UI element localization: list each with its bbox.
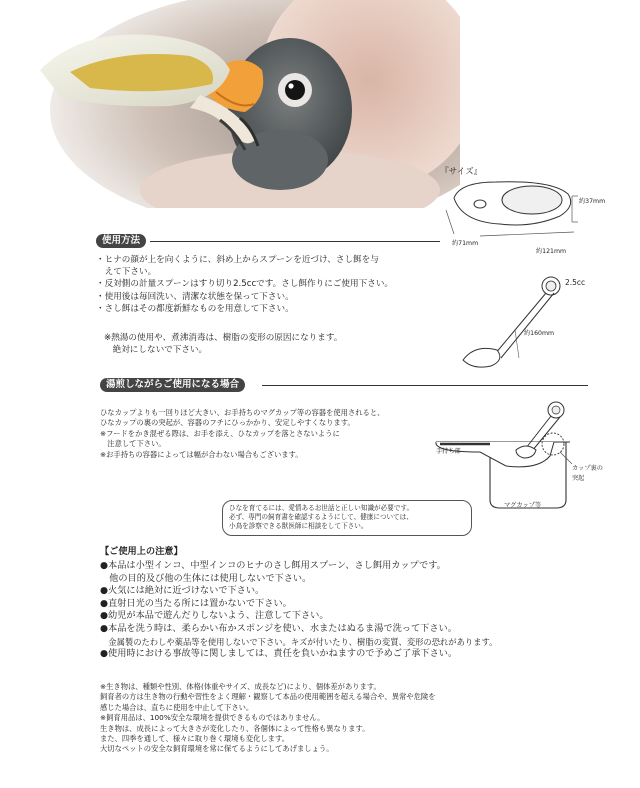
caution-item: ●本品は小型インコ、中型インコのヒナのさし餌用スプーン、さし餌用カップです。 (100, 560, 446, 571)
caution-item: ●火気には絶対に近づけないで下さい。 (100, 585, 265, 597)
caution-item: 金属製のたわしや薬品等を使用しないで下さい。キズが付いたり、樹脂の変質、変形の恐れがあります。 (100, 636, 498, 647)
protrusion-label (572, 464, 603, 484)
footnote-line: ※生き物は、種類や性別、体格(体重やサイズ、成長など)により、個体差があります。 (100, 682, 381, 691)
measuring-spoon-diagram (455, 272, 605, 372)
caution-item: ●幼児が本品で遊んだりしないよう、注意して下さい。 (100, 610, 329, 622)
heating-section-rule (262, 385, 588, 386)
mug-label: マグカップ等 (504, 502, 542, 509)
caution-item: 他の目的及び他の生体には使用しないで下さい。 (100, 572, 312, 584)
protrusion-label-line: カップ裏の (572, 465, 603, 472)
usage-warning-line: ※熱湯の使用や、煮沸消毒は、樹脂の変形の原因になります。 (104, 333, 343, 343)
heating-line: 注意して下さい。 (100, 439, 166, 449)
protrusion-label-line: 突起 (572, 475, 585, 482)
caution-item: ●直射日光の当たる所には置かないで下さい。 (100, 597, 292, 609)
cautions-title: 【ご使用上の注意】 (100, 546, 183, 557)
spoon-capacity-label: 2.5cc (565, 278, 586, 287)
footnote-line: ※飼育用品は、100%安全な環境を提供できるものではありません。 (100, 713, 325, 723)
usage-section-title: 使用方法 (96, 234, 146, 248)
parrot-chick-illustration (40, 0, 460, 208)
usage-instructions (96, 254, 393, 315)
caution-item: ●本品を洗う時は、柔らかい布かスポンジを使い、水またはぬるま湯で洗って下さい。 (100, 622, 457, 634)
care-advice-line: 必ず、専門の飼育書を確認するようにして、健康については、 (229, 513, 413, 522)
caution-item: ●使用時における事故等に関しましては、責任を負いかねますので予めご了承下さい。 (100, 648, 458, 660)
footnote-line: 大切なペットの安全な飼育環境を常に保てるようにしてあげましょう。 (100, 744, 334, 754)
footnote-line: 感じた場合は、直ちに使用を中止して下さい。 (100, 702, 254, 712)
care-advice-box (222, 500, 472, 536)
heating-line: ※お手持ちの容器によっては幅が合わない場合もございます。 (100, 449, 303, 459)
mug-heating-diagram (430, 396, 610, 516)
footnote-line: 飼育者の方は生き物の行動や習性をよく理解・観察して本品の使用範囲を超える場合や、異常や危険を (100, 692, 436, 702)
hero-photo-parrot-feeding (40, 0, 460, 208)
care-advice-line: 小鳥を診察できる獣医師に相談をして下さい。 (229, 522, 368, 531)
usage-section-rule (150, 241, 440, 242)
cup-height-label: 約37mm (579, 198, 606, 205)
size-section-title: 『サイズ』 (440, 167, 483, 177)
heating-instructions (100, 408, 384, 460)
usage-line: えて下さい。 (96, 267, 157, 278)
footnote-line: 生き物は、成長によって大きさが変化したり、各個体によって性格も異なります。 (100, 723, 370, 733)
cup-length-label: 約121mm (536, 248, 567, 255)
heating-line: ひなカップよりも一回りほど大きい、お手持ちのマグカップ等の容器を使用されると、 (100, 408, 385, 417)
usage-line: ・反対側の計量スプーンはすり切り2.5ccです。さし餌作りにご使用下さい。 (96, 279, 394, 290)
cup-width-label: 約71mm (452, 240, 479, 247)
cautions-list (100, 560, 497, 661)
spoon-length-label: 約160mm (524, 330, 555, 337)
heating-section-title: 湯煎しながらご使用になる場合 (100, 378, 245, 392)
usage-warning-line: 絶対にしないで下さい。 (104, 345, 208, 356)
usage-line: ・さし餌はその都度新鮮なものを用意して下さい。 (96, 303, 294, 314)
heating-line: ひなカップの裏の突起が、容器のフチにひっかかり、安定しやすくなります。 (100, 418, 355, 428)
footnote-line: また、四季を通して、様々に取り巻く環境も変化します。 (100, 734, 289, 744)
usage-warning (104, 332, 342, 356)
footnotes (100, 682, 436, 755)
handle-label: 手持ち部 (436, 448, 461, 455)
heating-line: ※フードをかき混ぜる際は、お手を添え、ひなカップを落とさないように (100, 428, 340, 438)
usage-line: ・ヒナの顔が上を向くように、斜め上からスプーンを近づけ、さし餌を与 (96, 255, 379, 265)
usage-line: ・使用後は毎回洗い、清潔な状態を保って下さい。 (96, 291, 294, 302)
care-advice-line: ひなを育てるには、愛情あるお世話と正しい知識が必要です。 (229, 504, 414, 512)
